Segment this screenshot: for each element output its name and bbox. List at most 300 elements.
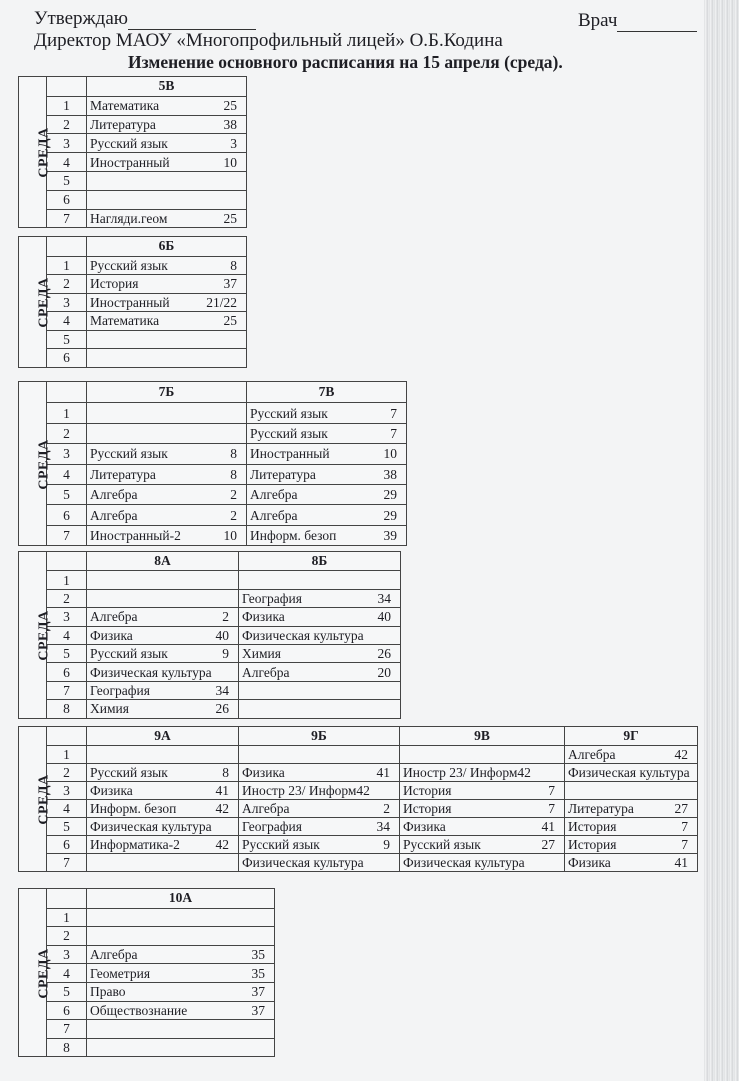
lesson-cell — [87, 423, 247, 443]
lesson-number: 7 — [47, 854, 87, 872]
lesson-number: 3 — [47, 293, 87, 312]
table-row — [19, 190, 247, 209]
lesson-cell — [87, 663, 239, 681]
lesson-cell — [87, 764, 239, 782]
lesson-number-header — [47, 552, 87, 571]
room-number: 7 — [390, 405, 397, 421]
lesson-cell — [87, 571, 239, 589]
day-label: СРЕДА — [19, 727, 47, 872]
lesson-cell — [565, 818, 698, 836]
page-title: Изменение основного расписания на 15 апреля (среда). — [128, 52, 563, 72]
lesson-cell — [87, 312, 247, 331]
subject-name: Иностранный — [90, 154, 170, 170]
class-header: 9Б — [239, 727, 400, 746]
lesson-cell — [400, 800, 565, 818]
room-number: 41 — [376, 765, 390, 780]
lesson-cell — [87, 589, 239, 607]
subject-name: Физика — [90, 627, 133, 643]
table-row — [19, 256, 247, 275]
table-row — [19, 505, 407, 525]
table-row — [19, 209, 247, 228]
lesson-cell — [247, 464, 407, 484]
lesson-number: 2 — [47, 423, 87, 443]
subject-name: Алгебра — [250, 507, 298, 523]
room-number: 29 — [383, 487, 397, 503]
room-number: 7 — [548, 783, 555, 798]
lesson-cell — [87, 525, 247, 545]
subject-name: География — [242, 590, 302, 606]
schedule-table-8А-8Б — [18, 551, 401, 719]
room-number: 34 — [215, 682, 229, 698]
lesson-number: 4 — [47, 153, 87, 172]
lesson-number-header — [47, 382, 87, 403]
lesson-cell — [87, 275, 247, 294]
room-number: 7 — [548, 801, 555, 816]
subject-name: Обществознание — [90, 1002, 188, 1018]
subject-name: Иностранный — [90, 294, 170, 310]
table-row — [19, 293, 247, 312]
lesson-number: 4 — [47, 800, 87, 818]
subject-name: Русский язык — [250, 405, 328, 421]
table-row — [19, 908, 275, 927]
subject-name: Литература — [568, 801, 634, 816]
lesson-number: 5 — [47, 644, 87, 662]
table-row — [19, 464, 407, 484]
lesson-cell — [87, 746, 239, 764]
lesson-number: 7 — [47, 681, 87, 699]
table-row — [19, 134, 247, 153]
room-number: 42 — [215, 801, 229, 816]
lesson-cell — [239, 700, 401, 718]
room-number: 2 — [383, 801, 390, 816]
lesson-cell — [87, 644, 239, 662]
lesson-cell — [87, 134, 247, 153]
subject-name: Математика — [90, 313, 160, 329]
lesson-cell — [247, 444, 407, 464]
subject-name: Русский язык — [90, 446, 168, 462]
lesson-cell — [87, 256, 247, 275]
room-number: 42 — [674, 747, 688, 762]
subject-name: История — [568, 819, 617, 834]
table-row — [19, 800, 698, 818]
table-row — [19, 589, 401, 607]
subject-name: Физическая культура — [568, 765, 690, 780]
lesson-cell — [87, 608, 239, 626]
lesson-number: 5 — [47, 171, 87, 190]
room-number: 35 — [251, 965, 265, 981]
lesson-cell — [87, 927, 275, 946]
room-number: 10 — [223, 154, 237, 170]
lesson-number: 4 — [47, 312, 87, 331]
subject-name: Физическая культура — [242, 627, 364, 643]
lesson-cell — [87, 484, 247, 504]
room-number: 40 — [377, 609, 391, 625]
subject-name: Иностр 23/ Информ42 — [403, 765, 531, 780]
table-row — [19, 171, 247, 190]
lesson-number-header — [47, 727, 87, 746]
lesson-cell — [239, 854, 400, 872]
room-number: 7 — [681, 837, 688, 852]
class-header: 9Г — [565, 727, 698, 746]
lesson-cell — [239, 782, 400, 800]
day-label: СРЕДА — [19, 237, 47, 368]
subject-name: Физическая культура — [90, 819, 212, 834]
room-number: 2 — [230, 487, 237, 503]
room-number: 10 — [383, 446, 397, 462]
day-label: СРЕДА — [19, 77, 47, 228]
lesson-cell — [87, 782, 239, 800]
lesson-number: 3 — [47, 782, 87, 800]
lesson-number-header — [47, 889, 87, 909]
table-row — [19, 746, 698, 764]
schedule-table-10А — [18, 888, 275, 1057]
room-number: 25 — [223, 98, 237, 114]
room-number: 38 — [223, 116, 237, 132]
lesson-cell — [87, 700, 239, 718]
subject-name: Алгебра — [90, 507, 138, 523]
table-row — [19, 964, 275, 983]
lesson-cell — [87, 800, 239, 818]
lesson-cell — [87, 626, 239, 644]
lesson-cell — [239, 681, 401, 699]
lesson-cell — [87, 190, 247, 209]
room-number: 27 — [674, 801, 688, 816]
lesson-number: 5 — [47, 818, 87, 836]
schedule-table-7Б-7В — [18, 381, 407, 546]
table-row — [19, 484, 407, 504]
subject-name: Физика — [90, 783, 133, 798]
lesson-number: 7 — [47, 209, 87, 228]
room-number: 10 — [223, 527, 237, 543]
table-row — [19, 818, 698, 836]
lesson-cell — [565, 854, 698, 872]
lesson-cell — [239, 818, 400, 836]
table-row — [19, 444, 407, 464]
subject-name: Русский язык — [90, 257, 168, 273]
subject-name: Информ. безоп — [90, 801, 177, 816]
lesson-number: 1 — [47, 96, 87, 115]
table-row — [19, 663, 401, 681]
room-number: 37 — [251, 1002, 265, 1018]
subject-name: Право — [90, 984, 126, 1000]
room-number: 20 — [377, 664, 391, 680]
lesson-number: 6 — [47, 836, 87, 854]
lesson-number: 3 — [47, 945, 87, 964]
lesson-cell — [239, 663, 401, 681]
lesson-number: 1 — [47, 746, 87, 764]
subject-name: Физика — [242, 765, 285, 780]
lesson-number: 7 — [47, 525, 87, 545]
lesson-cell — [87, 349, 247, 368]
lesson-cell — [87, 908, 275, 927]
lesson-number: 5 — [47, 330, 87, 349]
lesson-cell — [87, 854, 239, 872]
lesson-cell — [239, 836, 400, 854]
table-row — [19, 96, 247, 115]
lesson-number: 2 — [47, 115, 87, 134]
table-row — [19, 836, 698, 854]
lesson-cell — [239, 764, 400, 782]
room-number: 2 — [230, 507, 237, 523]
room-number: 29 — [383, 507, 397, 523]
lesson-number: 4 — [47, 964, 87, 983]
day-label: СРЕДА — [19, 889, 47, 1057]
lesson-number: 8 — [47, 700, 87, 718]
room-number: 7 — [390, 425, 397, 441]
lesson-cell — [87, 153, 247, 172]
table-row — [19, 423, 407, 443]
subject-name: Физическая культура — [242, 855, 364, 870]
room-number: 39 — [383, 527, 397, 543]
lesson-number: 6 — [47, 505, 87, 525]
lesson-number: 5 — [47, 982, 87, 1001]
lesson-number: 1 — [47, 403, 87, 423]
lesson-number: 1 — [47, 571, 87, 589]
class-header: 9А — [87, 727, 239, 746]
lesson-cell — [87, 945, 275, 964]
subject-name: География — [242, 819, 302, 834]
room-number: 8 — [222, 765, 229, 780]
table-row — [19, 275, 247, 294]
subject-name: История — [403, 801, 452, 816]
lesson-cell — [239, 608, 401, 626]
schedule-table-9А-9Б-9В-9Г — [18, 726, 698, 872]
room-number: 37 — [251, 984, 265, 1000]
subject-name: Иностр 23/ Информ42 — [242, 783, 370, 798]
subject-name: География — [90, 682, 150, 698]
subject-name: Алгебра — [90, 947, 138, 963]
doctor-label: Врач — [578, 10, 618, 31]
lesson-number: 6 — [47, 1001, 87, 1020]
class-header: 9В — [400, 727, 565, 746]
room-number: 8 — [230, 446, 237, 462]
lesson-cell — [247, 423, 407, 443]
lesson-number: 4 — [47, 464, 87, 484]
lesson-cell — [87, 403, 247, 423]
lesson-number: 6 — [47, 190, 87, 209]
class-header: 8А — [87, 552, 239, 571]
lesson-number: 7 — [47, 1020, 87, 1039]
lesson-cell — [239, 626, 401, 644]
table-row — [19, 153, 247, 172]
room-number: 37 — [223, 276, 237, 292]
lesson-number-header — [47, 77, 87, 97]
room-number: 9 — [383, 837, 390, 852]
schedule-table-5В — [18, 76, 247, 228]
room-number: 27 — [541, 837, 555, 852]
room-number: 2 — [222, 609, 229, 625]
lesson-cell — [565, 800, 698, 818]
lesson-number-header — [47, 237, 87, 257]
lesson-cell — [565, 764, 698, 782]
subject-name: История — [90, 276, 139, 292]
class-header: 6Б — [87, 237, 247, 257]
room-number: 8 — [230, 466, 237, 482]
subject-name: Русский язык — [90, 135, 168, 151]
room-number: 34 — [377, 590, 391, 606]
lesson-cell — [239, 571, 401, 589]
day-label: СРЕДА — [19, 552, 47, 719]
lesson-cell — [400, 764, 565, 782]
table-row — [19, 312, 247, 331]
subject-name: Алгебра — [242, 664, 290, 680]
lesson-cell — [239, 644, 401, 662]
approve-line — [34, 8, 256, 30]
class-header: 5В — [87, 77, 247, 97]
subject-name: Русский язык — [403, 837, 481, 852]
room-number: 34 — [376, 819, 390, 834]
lesson-number: 3 — [47, 608, 87, 626]
lesson-cell — [400, 854, 565, 872]
approve-label: Утверждаю — [34, 8, 128, 29]
table-row — [19, 403, 407, 423]
room-number: 26 — [215, 701, 229, 717]
lesson-number: 5 — [47, 484, 87, 504]
lesson-cell — [87, 818, 239, 836]
table-row — [19, 1001, 275, 1020]
lesson-number: 2 — [47, 764, 87, 782]
subject-name: Математика — [90, 98, 160, 114]
subject-name: Литература — [90, 116, 156, 132]
lesson-cell — [87, 115, 247, 134]
room-number: 9 — [222, 646, 229, 662]
lesson-cell — [239, 800, 400, 818]
lesson-cell — [400, 746, 565, 764]
lesson-cell — [87, 171, 247, 190]
table-row — [19, 700, 401, 718]
lesson-cell — [247, 484, 407, 504]
table-row — [19, 927, 275, 946]
table-row — [19, 571, 401, 589]
room-number: 40 — [215, 627, 229, 643]
room-number: 25 — [223, 313, 237, 329]
class-header: 7Б — [87, 382, 247, 403]
subject-name: Физическая культура — [403, 855, 525, 870]
room-number: 41 — [215, 783, 229, 798]
table-row — [19, 681, 401, 699]
table-row — [19, 854, 698, 872]
room-number: 3 — [230, 135, 237, 151]
lesson-cell — [87, 96, 247, 115]
subject-name: Литература — [90, 466, 156, 482]
table-row — [19, 525, 407, 545]
subject-name: Физика — [403, 819, 446, 834]
lesson-cell — [87, 1020, 275, 1039]
subject-name: Русский язык — [90, 765, 168, 780]
room-number: 7 — [681, 819, 688, 834]
subject-name: Русский язык — [242, 837, 320, 852]
lesson-cell — [87, 1001, 275, 1020]
subject-name: Физика — [568, 855, 611, 870]
subject-name: Нагляди.геом — [90, 210, 168, 226]
subject-name: Русский язык — [250, 425, 328, 441]
lesson-number: 3 — [47, 134, 87, 153]
lesson-cell — [87, 444, 247, 464]
room-number: 41 — [674, 855, 688, 870]
lesson-number: 1 — [47, 256, 87, 275]
table-row — [19, 982, 275, 1001]
doctor-line — [578, 10, 697, 32]
day-label: СРЕДА — [19, 382, 47, 546]
lesson-cell — [565, 746, 698, 764]
subject-name: Русский язык — [90, 646, 168, 662]
lesson-cell — [87, 505, 247, 525]
lesson-cell — [87, 209, 247, 228]
lesson-number: 6 — [47, 349, 87, 368]
subject-name: Физическая культура — [90, 664, 212, 680]
lesson-number: 4 — [47, 626, 87, 644]
lesson-cell — [247, 403, 407, 423]
table-row — [19, 644, 401, 662]
subject-name: Информатика-2 — [90, 837, 180, 852]
doctor-signature-line — [617, 31, 697, 32]
lesson-cell — [87, 836, 239, 854]
room-number: 38 — [383, 466, 397, 482]
subject-name: Алгебра — [568, 747, 616, 762]
lesson-number: 1 — [47, 908, 87, 927]
lesson-number: 2 — [47, 927, 87, 946]
subject-name: Литература — [250, 466, 316, 482]
subject-name: Алгебра — [242, 801, 290, 816]
room-number: 41 — [541, 819, 555, 834]
table-row — [19, 349, 247, 368]
paper-edge — [704, 0, 739, 1081]
table-row — [19, 782, 698, 800]
room-number: 8 — [230, 257, 237, 273]
table-row — [19, 945, 275, 964]
subject-name: Алгебра — [250, 487, 298, 503]
room-number: 35 — [251, 947, 265, 963]
lesson-cell — [87, 464, 247, 484]
table-row — [19, 608, 401, 626]
room-number: 21/22 — [206, 294, 237, 310]
subject-name: Информ. безоп — [250, 527, 337, 543]
room-number: 42 — [215, 837, 229, 852]
subject-name: Иностранный — [250, 446, 330, 462]
subject-name: Алгебра — [90, 609, 138, 625]
subject-name: Химия — [242, 646, 281, 662]
lesson-cell — [239, 589, 401, 607]
subject-name: История — [568, 837, 617, 852]
lesson-cell — [247, 505, 407, 525]
lesson-number: 2 — [47, 589, 87, 607]
table-row — [19, 115, 247, 134]
subject-name: Физика — [242, 609, 285, 625]
lesson-cell — [87, 330, 247, 349]
lesson-cell — [565, 836, 698, 854]
lesson-cell — [87, 964, 275, 983]
lesson-cell — [87, 293, 247, 312]
table-row — [19, 626, 401, 644]
class-header: 7В — [247, 382, 407, 403]
subject-name: Геометрия — [90, 965, 151, 981]
lesson-number: 3 — [47, 444, 87, 464]
subject-name: Химия — [90, 701, 129, 717]
lesson-cell — [565, 782, 698, 800]
lesson-number: 6 — [47, 663, 87, 681]
subject-name: Алгебра — [90, 487, 138, 503]
lesson-number: 8 — [47, 1038, 87, 1057]
lesson-number: 2 — [47, 275, 87, 294]
lesson-cell — [400, 836, 565, 854]
lesson-cell — [87, 982, 275, 1001]
room-number: 25 — [223, 210, 237, 226]
table-row — [19, 330, 247, 349]
schedule-table-6Б — [18, 236, 247, 368]
class-header: 10А — [87, 889, 275, 909]
table-row — [19, 1020, 275, 1039]
subject-name: История — [403, 783, 452, 798]
